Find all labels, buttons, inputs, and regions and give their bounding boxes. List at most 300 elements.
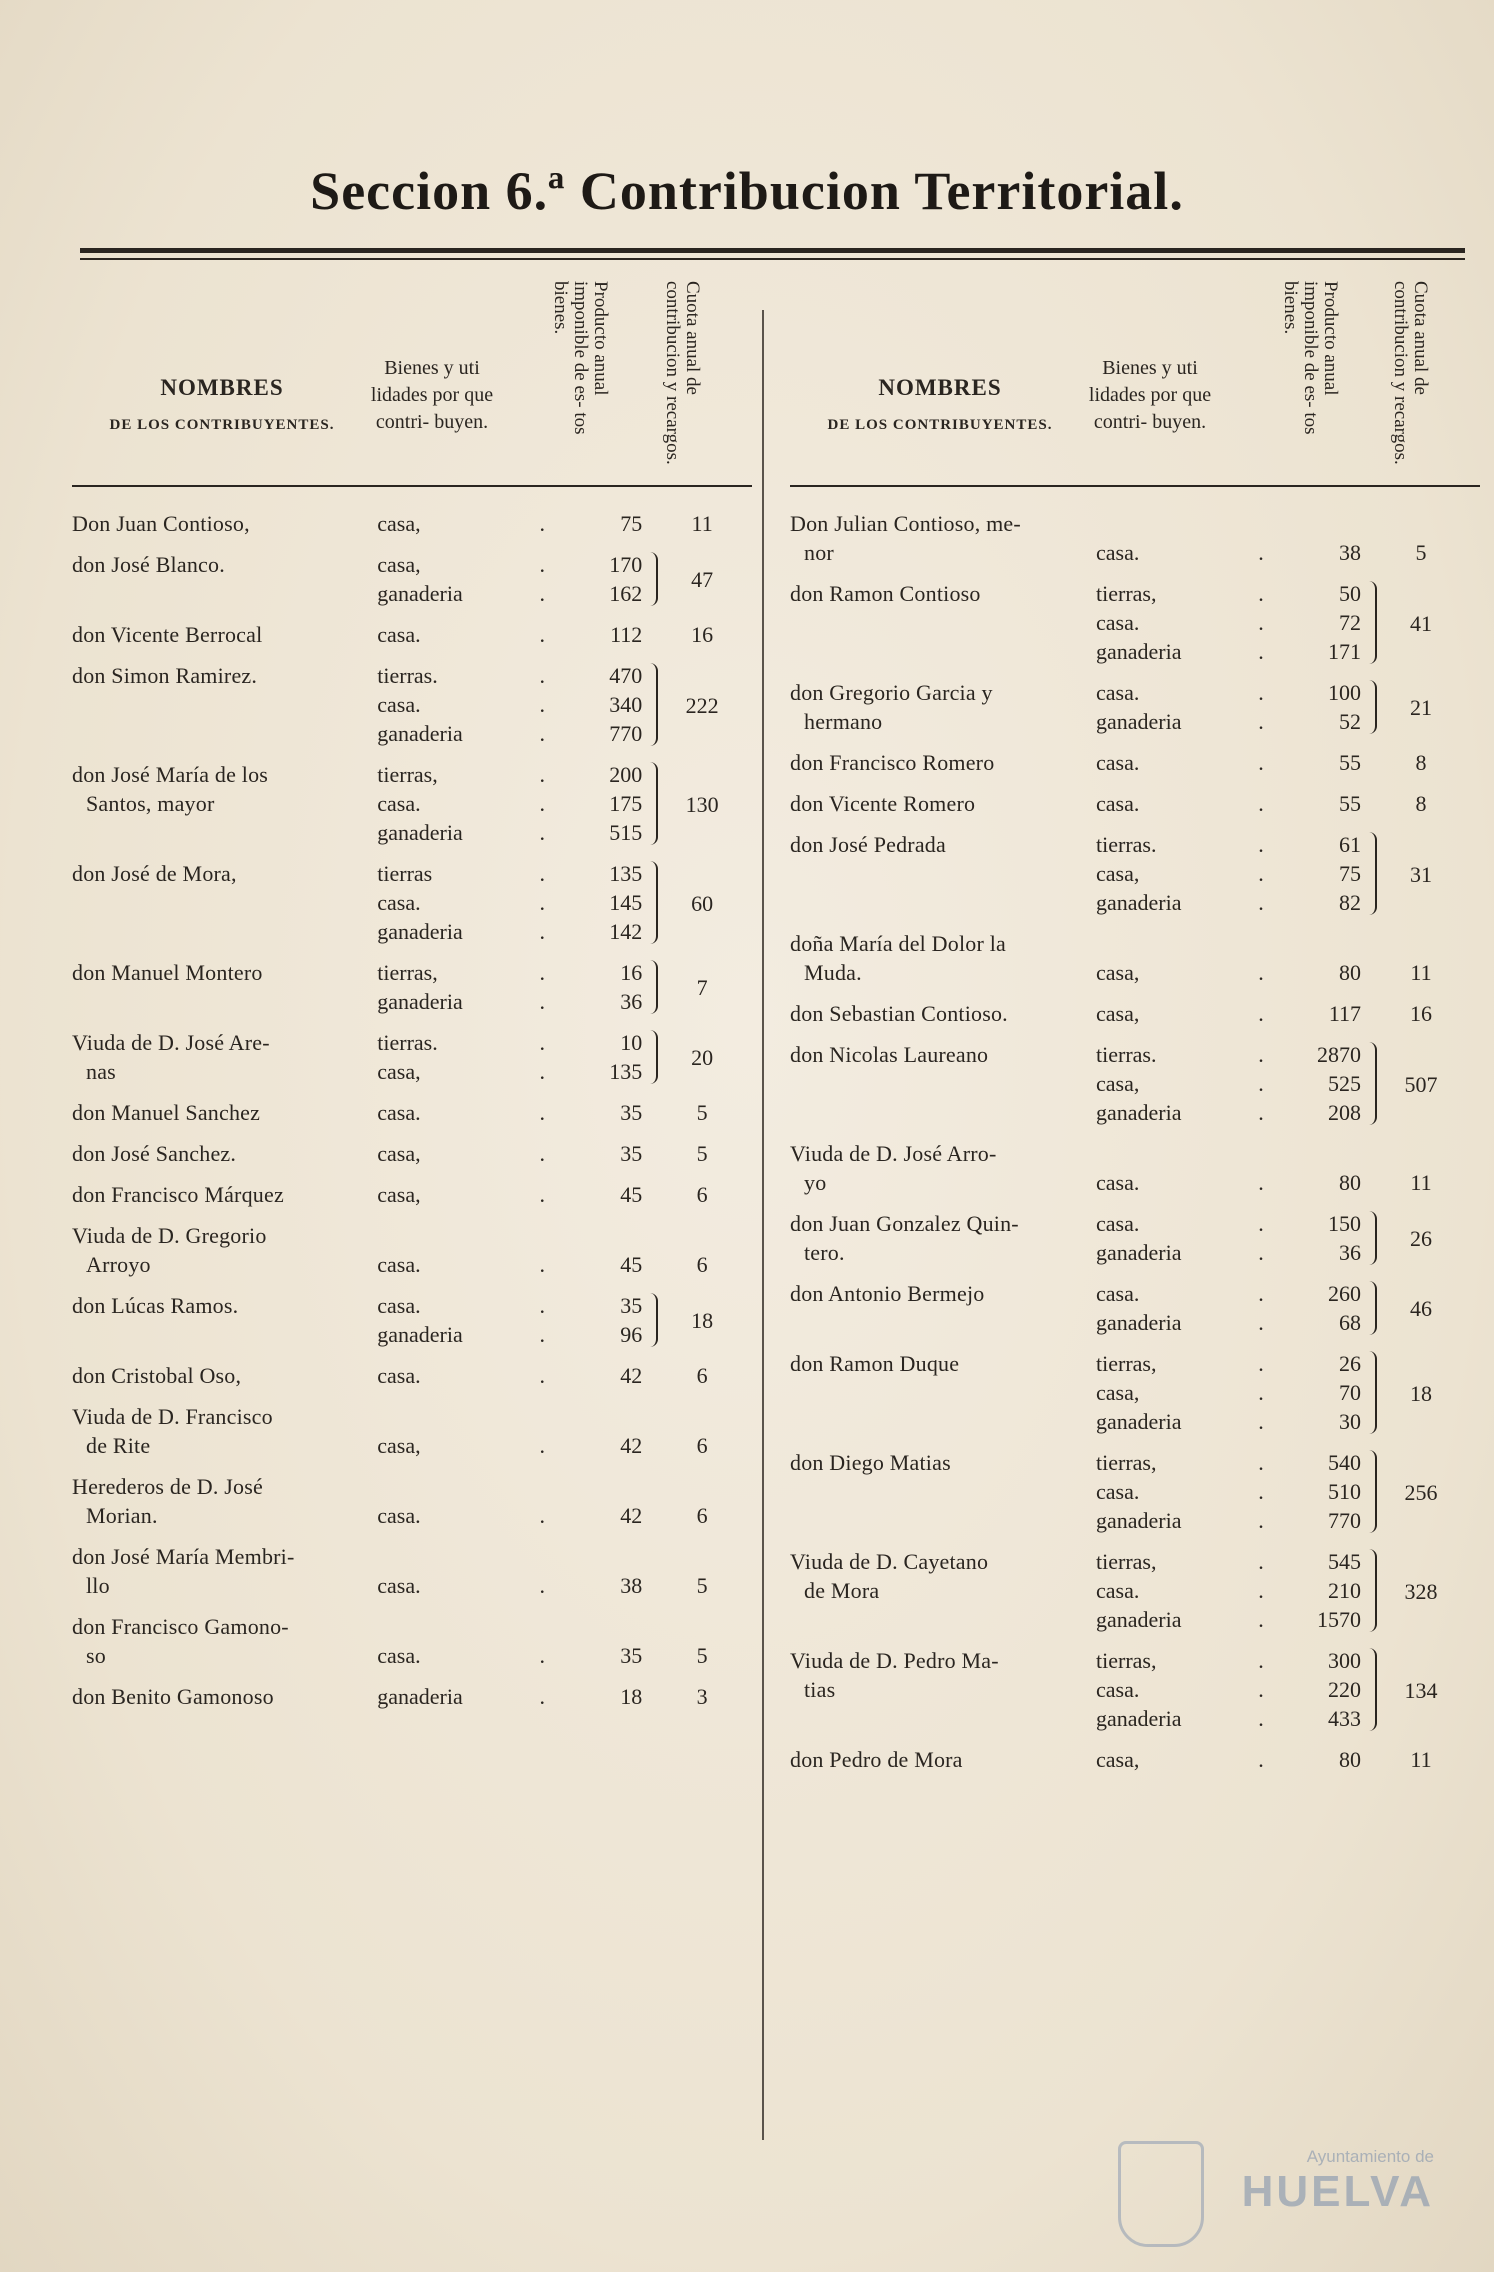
- property-row: [371, 509, 652, 538]
- property-row: [371, 620, 652, 649]
- annual-product: 16: [620, 960, 643, 985]
- taxpayer-name: [790, 678, 1090, 736]
- annual-quota: [652, 550, 752, 608]
- leader-mark: .: [539, 663, 545, 688]
- annual-quota-value: 60: [691, 890, 714, 916]
- property-row: [371, 1057, 652, 1086]
- property-row: [371, 719, 652, 748]
- annual-product: 220: [1328, 1677, 1361, 1702]
- leader-mark: .: [539, 1322, 545, 1347]
- leader-mark: .: [539, 1643, 545, 1668]
- property-rows: [1090, 748, 1371, 777]
- taxpayer-entry: [72, 1180, 752, 1209]
- property-rows: [1090, 830, 1371, 917]
- annual-quota-value: 7: [696, 975, 708, 1000]
- property-row: [1090, 1308, 1371, 1337]
- taxpayer-entry: [790, 1646, 1480, 1733]
- annual-product: 61: [1339, 832, 1361, 857]
- property-type: casa,: [1096, 960, 1140, 985]
- taxpayer-name-line: Viuda de D. José Arro-: [790, 1141, 997, 1166]
- annual-quota-value: 11: [1410, 1170, 1432, 1195]
- property-row: [371, 1291, 652, 1320]
- taxpayer-name-line: Morian.: [86, 1503, 158, 1528]
- property-row: [1090, 608, 1371, 637]
- property-rows: [1090, 1448, 1371, 1535]
- taxpayer-name-line: don José Pedrada: [790, 832, 946, 857]
- property-type: ganaderia: [1096, 1508, 1182, 1533]
- leader-mark: .: [1258, 1281, 1264, 1306]
- taxpayer-name-line: de Mora: [804, 1578, 880, 1603]
- taxpayer-name: [72, 1612, 371, 1670]
- taxpayer-name: [790, 1279, 1090, 1337]
- leader-mark: .: [1258, 1706, 1264, 1731]
- annual-quota: [1371, 1349, 1471, 1436]
- property-type: casa.: [377, 692, 421, 717]
- taxpayer-entry: [72, 859, 752, 946]
- annual-quota-value: 11: [1410, 960, 1432, 985]
- property-row: [1090, 1704, 1371, 1733]
- taxpayer-name-line: don José Blanco.: [72, 552, 225, 577]
- property-row: [371, 917, 652, 946]
- page-title: Seccion 6.ª Contribucion Territorial.: [310, 161, 1184, 221]
- taxpayer-name-line: don José María de los: [72, 762, 269, 787]
- taxpayer-name-line: don Antonio Bermejo: [790, 1281, 985, 1306]
- leader-mark: .: [539, 1293, 545, 1318]
- property-type: ganaderia: [377, 820, 463, 845]
- taxpayer-name-line: don Nicolas Laureano: [790, 1042, 989, 1067]
- property-type: ganaderia: [1096, 1409, 1182, 1434]
- annual-product: 45: [620, 1182, 643, 1207]
- property-row: [1090, 1069, 1371, 1098]
- taxpayer-name: [790, 1547, 1090, 1634]
- property-type: ganaderia: [1096, 639, 1182, 664]
- property-row: [1090, 748, 1371, 777]
- annual-product: 340: [609, 692, 643, 717]
- annual-quota: [652, 958, 752, 1016]
- property-rows: [1090, 579, 1371, 666]
- taxpayer-entry: [72, 1361, 752, 1390]
- leader-mark: .: [539, 1059, 545, 1084]
- right-entries: [790, 487, 1480, 1774]
- property-type: casa.: [377, 1100, 421, 1125]
- taxpayer-name-line: don Diego Matias: [790, 1450, 951, 1475]
- property-type: casa,: [1096, 1001, 1140, 1026]
- property-type: casa,: [1096, 1071, 1140, 1096]
- taxpayer-name: [72, 1682, 371, 1711]
- property-row: [371, 1320, 652, 1349]
- property-row: [1090, 1745, 1371, 1774]
- brace-mark: [1367, 1281, 1377, 1335]
- taxpayer-entry: [72, 1542, 752, 1600]
- property-rows: [1090, 929, 1371, 987]
- leader-mark: .: [539, 1684, 545, 1709]
- taxpayer-name: [72, 620, 371, 649]
- property-rows: [371, 760, 652, 847]
- brace-mark: [1367, 1042, 1377, 1125]
- property-type: ganaderia: [377, 1322, 463, 1347]
- header-names: [72, 375, 372, 434]
- annual-quota-value: 5: [696, 1643, 708, 1668]
- leader-mark: .: [1258, 709, 1264, 734]
- annual-product: 26: [1339, 1351, 1361, 1376]
- annual-product: 260: [1328, 1281, 1361, 1306]
- brace-mark: [1367, 581, 1377, 664]
- leader-mark: .: [1258, 1450, 1264, 1475]
- taxpayer-name: [72, 1291, 371, 1349]
- property-row: [371, 818, 652, 847]
- taxpayer-entry: [790, 830, 1480, 917]
- annual-product: 210: [1328, 1578, 1361, 1603]
- taxpayer-entry: [790, 1209, 1480, 1267]
- property-rows: [1090, 1646, 1371, 1733]
- leader-mark: .: [1258, 1170, 1264, 1195]
- property-row: [371, 958, 652, 987]
- taxpayer-name-line: don Simon Ramirez.: [72, 663, 258, 688]
- taxpayer-name-line: nas: [86, 1059, 116, 1084]
- brace-mark: [648, 861, 658, 944]
- brace-mark: [1367, 1450, 1377, 1533]
- leader-mark: .: [1258, 1479, 1264, 1504]
- property-rows: [1090, 1040, 1371, 1127]
- annual-product: 55: [1339, 750, 1361, 775]
- property-row: [1090, 637, 1371, 666]
- taxpayer-name: [790, 1139, 1090, 1197]
- annual-quota-value: 5: [696, 1141, 708, 1166]
- left-column: [72, 275, 752, 1723]
- annual-product: 545: [1328, 1549, 1361, 1574]
- taxpayer-entry: [72, 1221, 752, 1279]
- annual-quota-value: 6: [696, 1433, 708, 1458]
- property-type: ganaderia: [1096, 1100, 1182, 1125]
- annual-product: 36: [620, 989, 643, 1014]
- annual-product: 2870: [1317, 1042, 1361, 1067]
- annual-quota: [652, 1612, 752, 1670]
- leader-mark: .: [1258, 1747, 1264, 1772]
- annual-quota-value: 41: [1410, 610, 1432, 636]
- annual-product: 540: [1328, 1450, 1361, 1475]
- leader-mark: .: [1258, 581, 1264, 606]
- property-rows: [371, 1542, 652, 1600]
- taxpayer-name: [790, 1646, 1090, 1733]
- annual-product: 36: [1339, 1240, 1361, 1265]
- taxpayer-name: [72, 760, 371, 847]
- annual-quota-value: 18: [691, 1308, 714, 1333]
- annual-quota-value: 5: [1415, 540, 1427, 565]
- property-type: tierras.: [377, 663, 438, 688]
- annual-product: 170: [609, 552, 643, 577]
- annual-quota-value: 20: [691, 1045, 714, 1070]
- leader-mark: .: [539, 692, 545, 717]
- leader-mark: .: [1258, 832, 1264, 857]
- property-row: [371, 789, 652, 818]
- property-row: [1090, 1407, 1371, 1436]
- annual-product: 18: [620, 1684, 643, 1709]
- table-header: [790, 275, 1480, 487]
- taxpayer-entry: [72, 760, 752, 847]
- property-type: casa.: [377, 1573, 421, 1598]
- property-type: casa.: [1096, 540, 1140, 565]
- annual-product: 42: [620, 1503, 643, 1528]
- property-type: tierras,: [1096, 1648, 1157, 1673]
- annual-quota-value: 18: [1410, 1380, 1432, 1406]
- annual-quota-value: 16: [1410, 1001, 1432, 1026]
- annual-quota: [1371, 999, 1471, 1028]
- property-row: [1090, 958, 1371, 987]
- property-type: casa.: [1096, 680, 1140, 705]
- annual-quota: [652, 1139, 752, 1168]
- property-row: [371, 1139, 652, 1168]
- property-type: casa.: [377, 1503, 421, 1528]
- property-type: casa,: [377, 1433, 421, 1458]
- header-bienes: Bienes y uti lidades por que contri- buyen.: [370, 357, 494, 433]
- taxpayer-name-line: llo: [86, 1573, 110, 1598]
- annual-quota: [1371, 1279, 1471, 1337]
- property-row: [371, 987, 652, 1016]
- taxpayer-entry: [72, 1612, 752, 1670]
- taxpayer-name-line: don Francisco Márquez: [72, 1182, 284, 1207]
- property-type: ganaderia: [1096, 1310, 1182, 1335]
- property-rows: [1090, 1139, 1371, 1197]
- annual-product: 135: [609, 861, 643, 886]
- annual-quota: [1371, 509, 1471, 567]
- crest-watermark-icon: [1118, 2141, 1204, 2247]
- taxpayer-entry: [72, 1291, 752, 1349]
- taxpayer-entry: [790, 1040, 1480, 1127]
- taxpayer-name-line: Viuda de D. Francisco: [72, 1404, 273, 1429]
- property-type: ganaderia: [1096, 890, 1182, 915]
- property-row: [1090, 1506, 1371, 1535]
- annual-quota-value: 6: [696, 1182, 708, 1207]
- header-cuota: Cuota anual de contribucion y recargos.: [1390, 281, 1431, 465]
- property-rows: [371, 509, 652, 538]
- taxpayer-name: [790, 1745, 1090, 1774]
- property-type: casa.: [377, 890, 421, 915]
- annual-product: 200: [609, 762, 643, 787]
- annual-product: 208: [1328, 1100, 1361, 1125]
- annual-quota-value: 31: [1410, 861, 1432, 887]
- taxpayer-entry: [72, 1472, 752, 1530]
- property-rows: [371, 1028, 652, 1086]
- property-row: [1090, 538, 1371, 567]
- watermark-big: HUELVA: [1241, 2167, 1434, 2216]
- taxpayer-name-line: don Francisco Romero: [790, 750, 995, 775]
- annual-quota: [1371, 1745, 1471, 1774]
- brace-mark: [648, 552, 658, 606]
- taxpayer-entry: [72, 620, 752, 649]
- taxpayer-name: [72, 1402, 371, 1460]
- property-row: [371, 1571, 652, 1600]
- leader-mark: .: [539, 1141, 545, 1166]
- annual-quota: [1371, 1209, 1471, 1267]
- taxpayer-entry: [72, 1028, 752, 1086]
- taxpayer-entry: [790, 1547, 1480, 1634]
- header-producto: Producto anual imponible de es- tos bienes.: [550, 281, 611, 435]
- annual-product: 55: [1339, 791, 1361, 816]
- annual-product: 38: [1339, 540, 1361, 565]
- taxpayer-name-line: don Francisco Gamono-: [72, 1614, 289, 1639]
- property-type: tierras.: [1096, 832, 1157, 857]
- leader-mark: .: [539, 919, 545, 944]
- taxpayer-name-line: Herederos de D. José: [72, 1474, 263, 1499]
- annual-product: 35: [620, 1293, 643, 1318]
- brace-mark: [1367, 1648, 1377, 1731]
- property-type: casa,: [377, 1141, 421, 1166]
- taxpayer-name: [72, 1180, 371, 1209]
- property-type: casa.: [1096, 1479, 1140, 1504]
- brace-mark: [648, 762, 658, 845]
- property-row: [1090, 830, 1371, 859]
- annual-product: 150: [1328, 1211, 1361, 1236]
- property-type: casa,: [377, 511, 421, 536]
- annual-quota: [652, 1028, 752, 1086]
- property-row: [371, 690, 652, 719]
- taxpayer-entry: [72, 550, 752, 608]
- property-type: tierras,: [377, 762, 438, 787]
- header-producto: Producto anual imponible de es- tos bienes.: [1280, 281, 1341, 435]
- property-rows: [1090, 1209, 1371, 1267]
- property-row: [1090, 859, 1371, 888]
- property-rows: [371, 1612, 652, 1670]
- leader-mark: .: [1258, 1240, 1264, 1265]
- property-row: [371, 1028, 652, 1057]
- property-type: casa.: [1096, 750, 1140, 775]
- property-row: [1090, 789, 1371, 818]
- annual-quota-value: 47: [691, 567, 714, 592]
- taxpayer-name: [72, 661, 371, 748]
- annual-quota: [652, 509, 752, 538]
- property-type: casa.: [1096, 1211, 1140, 1236]
- property-row: [1090, 1349, 1371, 1378]
- leader-mark: .: [1258, 1351, 1264, 1376]
- taxpayer-name: [790, 579, 1090, 666]
- annual-product: 433: [1328, 1706, 1361, 1731]
- taxpayer-name: [790, 1040, 1090, 1127]
- property-row: [371, 1501, 652, 1530]
- property-row: [1090, 1238, 1371, 1267]
- property-type: ganaderia: [377, 989, 463, 1014]
- property-row: [1090, 1675, 1371, 1704]
- property-type: casa,: [1096, 1747, 1140, 1772]
- property-row: [1090, 1378, 1371, 1407]
- leader-mark: .: [1258, 1071, 1264, 1096]
- annual-quota-value: 5: [696, 1100, 708, 1125]
- annual-quota: [652, 1682, 752, 1711]
- annual-quota-value: 5: [696, 1573, 708, 1598]
- annual-quota: [1371, 830, 1471, 917]
- column-divider: [762, 310, 764, 2140]
- annual-product: 770: [1328, 1508, 1361, 1533]
- leader-mark: .: [1258, 1211, 1264, 1236]
- annual-quota-value: 328: [1404, 1578, 1438, 1604]
- annual-product: 80: [1339, 1170, 1361, 1195]
- taxpayer-entry: [790, 1745, 1480, 1774]
- annual-quota-value: 507: [1404, 1071, 1438, 1097]
- taxpayer-name: [72, 1472, 371, 1530]
- property-type: casa,: [377, 1059, 421, 1084]
- property-type: casa.: [1096, 1170, 1140, 1195]
- leader-mark: .: [539, 861, 545, 886]
- property-type: casa.: [1096, 1578, 1140, 1603]
- property-rows: [1090, 678, 1371, 736]
- taxpayer-name-line: don Manuel Montero: [72, 960, 263, 985]
- brace-mark: [648, 663, 658, 746]
- taxpayer-name: [790, 999, 1090, 1028]
- taxpayer-name-line: don Sebastian Contioso.: [790, 1001, 1008, 1026]
- taxpayer-name-line: Viuda de D. José Are-: [72, 1030, 270, 1055]
- taxpayer-name-line: Santos, mayor: [86, 791, 215, 816]
- title-rule-thin: [80, 258, 1465, 260]
- taxpayer-entry: [790, 789, 1480, 818]
- leader-mark: .: [1258, 791, 1264, 816]
- watermark: [1242, 2147, 1434, 2217]
- taxpayer-name-line: nor: [804, 540, 834, 565]
- property-rows: [371, 1402, 652, 1460]
- taxpayer-name-line: don Cristobal Oso,: [72, 1363, 242, 1388]
- taxpayer-name-line: yo: [804, 1170, 827, 1195]
- leader-mark: .: [539, 989, 545, 1014]
- annual-quota-value: 6: [696, 1503, 708, 1528]
- annual-quota: [652, 760, 752, 847]
- brace-mark: [1367, 832, 1377, 915]
- header-cuota: Cuota anual de contribucion y recargos.: [662, 281, 703, 465]
- annual-product: 96: [620, 1322, 643, 1347]
- taxpayer-name-line: don Ramon Duque: [790, 1351, 960, 1376]
- annual-quota-value: 3: [696, 1684, 708, 1709]
- taxpayer-name: [72, 1098, 371, 1127]
- taxpayer-name-line: so: [86, 1643, 106, 1668]
- taxpayer-entry: [790, 1349, 1480, 1436]
- property-type: casa.: [1096, 791, 1140, 816]
- property-row: [1090, 999, 1371, 1028]
- property-rows: [371, 1472, 652, 1530]
- taxpayer-entry: [72, 958, 752, 1016]
- property-row: [1090, 1098, 1371, 1127]
- annual-quota-value: 26: [1410, 1226, 1432, 1251]
- property-type: casa.: [377, 1363, 421, 1388]
- annual-product: 75: [620, 511, 643, 536]
- leader-mark: .: [539, 511, 545, 536]
- taxpayer-name-line: don Lúcas Ramos.: [72, 1293, 239, 1318]
- taxpayer-name-line: don José de Mora,: [72, 861, 237, 886]
- property-row: [1090, 1477, 1371, 1506]
- property-row: [1090, 1448, 1371, 1477]
- property-rows: [1090, 1349, 1371, 1436]
- leader-mark: .: [1258, 639, 1264, 664]
- property-row: [371, 859, 652, 888]
- annual-quota: [652, 859, 752, 946]
- property-row: [1090, 579, 1371, 608]
- annual-product: 112: [610, 622, 643, 647]
- leader-mark: .: [539, 721, 545, 746]
- property-rows: [371, 620, 652, 649]
- property-type: ganaderia: [1096, 1607, 1182, 1632]
- property-rows: [371, 1291, 652, 1349]
- brace-mark: [648, 1293, 658, 1347]
- annual-quota: [1371, 1646, 1471, 1733]
- annual-product: 162: [609, 581, 643, 606]
- property-row: [1090, 1209, 1371, 1238]
- property-type: casa.: [377, 791, 421, 816]
- taxpayer-name: [790, 1349, 1090, 1436]
- annual-product: 135: [609, 1059, 643, 1084]
- annual-product: 515: [609, 820, 643, 845]
- taxpayer-entry: [790, 1448, 1480, 1535]
- taxpayer-name: [72, 1028, 371, 1086]
- taxpayer-name: [72, 859, 371, 946]
- taxpayer-entry: [72, 661, 752, 748]
- taxpayer-name: [790, 748, 1090, 777]
- annual-product: 45: [620, 1252, 643, 1277]
